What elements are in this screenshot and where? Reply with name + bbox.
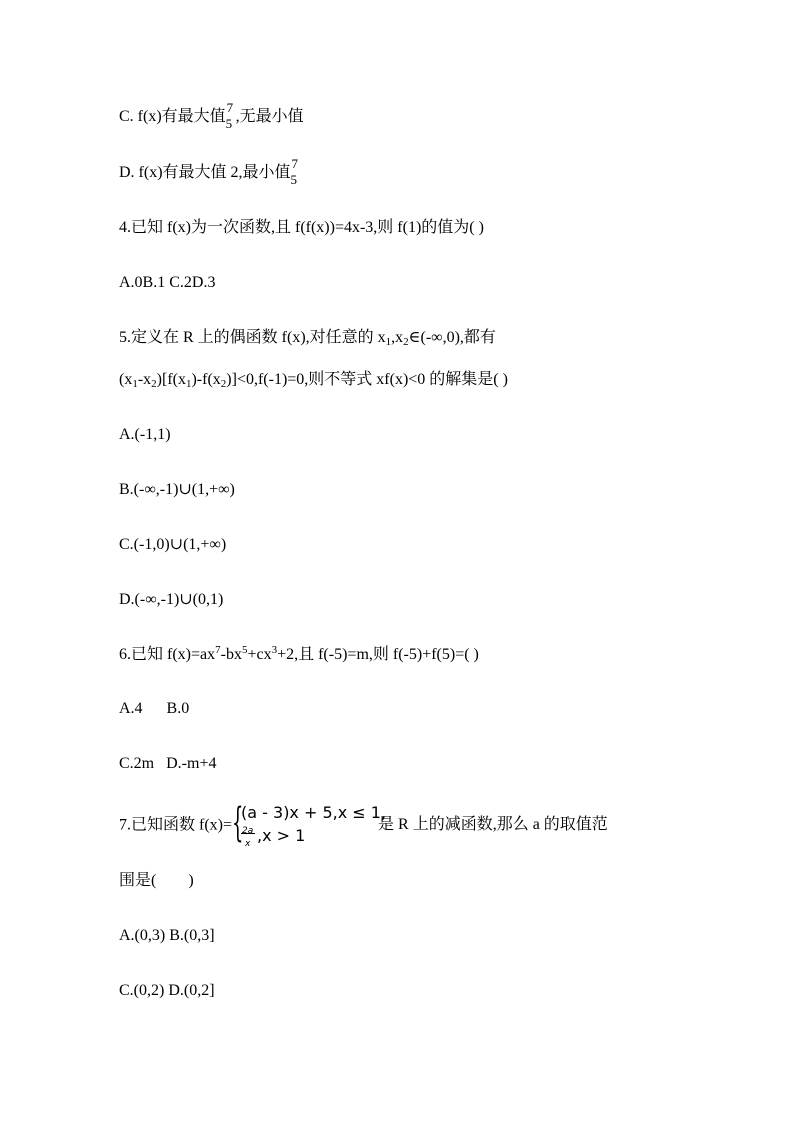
question-5-line-1	[119, 328, 496, 348]
option-d	[119, 156, 301, 187]
fraction-numerator: 7	[291, 156, 299, 171]
fraction-seven-fifths	[225, 100, 236, 131]
question-4-options: A.0B.1 C.2D.3	[119, 274, 216, 291]
superscript: 3	[271, 644, 278, 656]
question-5-option-a: A.(-1,1)	[119, 426, 171, 443]
question-4: 4.已知 f(x)为一次函数,且 f(f(x))=4x-3,则 f(1)的值为( )	[119, 219, 484, 236]
q5-text: -x	[137, 371, 152, 388]
q5-text: (x	[119, 371, 133, 388]
question-6	[119, 645, 479, 665]
question-7	[119, 800, 608, 850]
question-7-options-2: C.(0,2) D.(0,2]	[119, 982, 215, 999]
subscript: 2	[151, 378, 157, 390]
q5-text: )[f(x	[156, 371, 186, 388]
question-5-option-d: D.(-∞,-1)∪(0,1)	[119, 591, 224, 608]
fraction-seven-fifths	[290, 156, 301, 187]
q6-text: -bx	[220, 646, 242, 663]
q5-text: ,x	[391, 329, 404, 346]
q5-text: )]<0,f(-1)=0,则不等式 xf(x)<0 的解集是( )	[226, 371, 508, 388]
question-5-option-b: B.(-∞,-1)∪(1,+∞)	[119, 481, 235, 498]
fraction-2a-over-x	[241, 823, 257, 850]
question-5-option-c: C.(-1,0)∪(1,+∞)	[119, 536, 227, 553]
superscript: 5	[241, 644, 248, 656]
question-7-options-1: A.(0,3) B.(0,3]	[119, 927, 215, 944]
option-c-tail: ,无最小值	[235, 108, 304, 125]
case-2-condition: ,x > 1	[257, 826, 306, 846]
left-brace: {	[232, 800, 244, 847]
fraction-denominator: 5	[290, 172, 298, 187]
q5-text: )-f(x	[191, 371, 221, 388]
subscript: 2	[403, 336, 409, 348]
q7-text: 7.已知函数 f(x)=	[119, 816, 233, 834]
q7-text: 是 R 上的减函数,那么 a 的取值范	[378, 816, 608, 834]
subscript: 1	[185, 378, 192, 390]
option-c	[119, 100, 304, 131]
subscript: 1	[385, 336, 392, 348]
case-1: (a - 3)x + 5,x ≤ 1,	[241, 803, 387, 823]
fraction-denominator: 5	[225, 116, 233, 131]
subscript: 2	[220, 378, 227, 390]
question-7-line-2: 围是( )	[119, 872, 194, 889]
subscript: 1	[132, 378, 138, 390]
piecewise-function	[232, 800, 387, 850]
q6-text: +2,且 f(-5)=m,则 f(-5)+f(5)=( )	[277, 646, 479, 663]
option-d-text: D. f(x)有最大值 2,最小值	[119, 164, 291, 181]
question-5-line-2	[119, 370, 508, 390]
case-2	[241, 823, 306, 850]
fraction-numerator: 2a	[242, 826, 254, 837]
q6-text: 6.已知 f(x)=ax	[119, 646, 216, 663]
q5-text: ∈(-∞,0),都有	[408, 329, 496, 346]
question-6-options-2: C.2m D.-m+4	[119, 755, 217, 772]
fraction-denominator: x	[245, 839, 251, 850]
fraction-numerator: 7	[226, 100, 234, 115]
q5-text: 5.定义在 R 上的偶函数 f(x),对任意的 x	[119, 329, 386, 346]
q6-text: +cx	[247, 646, 272, 663]
option-c-text: C. f(x)有最大值	[119, 108, 226, 125]
question-6-options-1: A.4 B.0	[119, 700, 190, 717]
superscript: 7	[215, 644, 221, 656]
